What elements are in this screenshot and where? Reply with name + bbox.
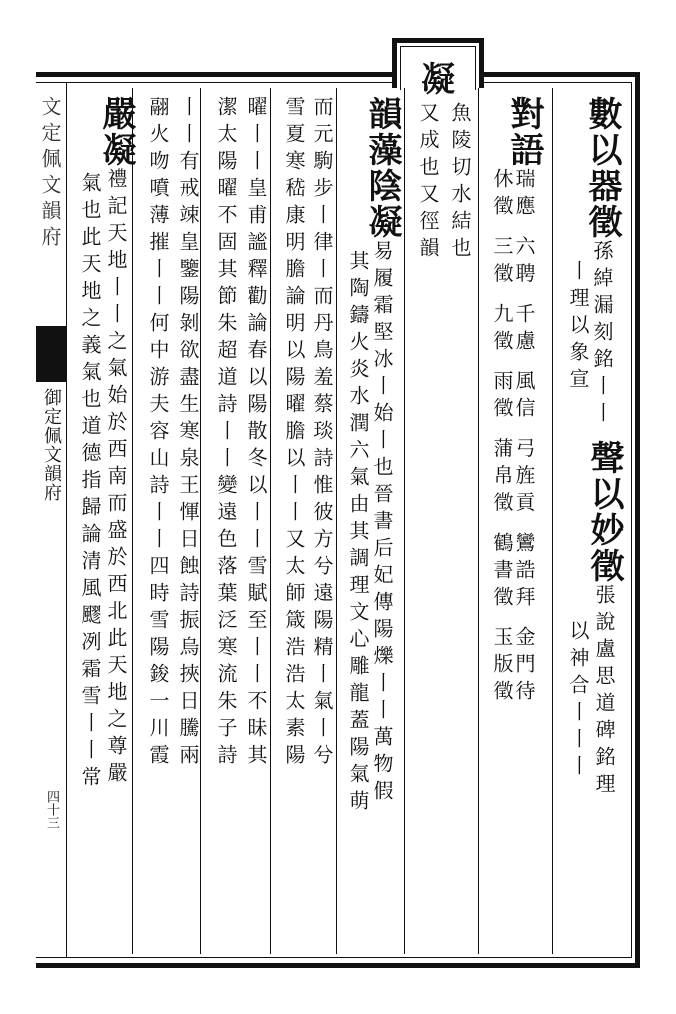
entry-text: 丨理以象宣 — [566, 260, 590, 395]
column-rule — [404, 88, 405, 954]
entry-text: 又成也又徑韻 — [416, 102, 440, 264]
margin-top-text: 文定佩文韻府 — [38, 96, 62, 252]
text-column — [274, 96, 314, 771]
entry-text: 其陶鑄火炎水潤六氣由其調理文心雕龍蓋陽氣萌 — [346, 250, 370, 817]
entry-text: 雪夏寒嵇康明膽論明以陽曜膽以丨丨又太師箴浩浩太素陽 — [282, 96, 306, 771]
text-column — [70, 172, 110, 793]
text-column — [482, 168, 522, 707]
entry-text: 禮記天地丨丨之氣始於西南而盛於西北此天地之尊嚴 — [104, 168, 128, 789]
entry-text: 瑞應 六聘 千慮 風信 弓旌貢 鸞誥拜 金門待 — [512, 168, 536, 708]
entry-text: 翮火吻噴薄摧丨丨何中游夫容山詩丨丨四時雪陽鋑一川霞 — [146, 96, 170, 771]
entry-heading: 聲以妙徵 — [584, 440, 624, 584]
entry-text: 丨丨有戒竦皇鑒陽剝欲盡生寒泉王惲日蝕詩振烏挾日騰兩 — [176, 96, 200, 771]
text-column — [408, 102, 448, 264]
entry-text: 孫綽漏刻銘丨丨 — [590, 240, 614, 429]
book-title: 御定佩文韻府 — [41, 388, 62, 502]
fishtail-mark — [36, 326, 66, 382]
text-column — [138, 96, 178, 771]
text-column — [338, 250, 378, 817]
page-number: 四十三 — [44, 790, 59, 829]
entry-text: 休徵 三徵 九徵 雨徵 蒲帛徵 鶴書徵 玉版徵 — [490, 168, 514, 708]
entry-text: 以神合丨丨丨 — [566, 620, 590, 782]
heading-character: 凝 — [421, 60, 455, 100]
text-column — [206, 96, 246, 771]
entry-text: 魚陵切水結也 — [448, 102, 472, 264]
entry-text: 易履霜堅冰丨始丨也晉書后妃傳陽爍丨丨萬物假 — [370, 240, 394, 807]
entry-text: 潔太陽曜不固其節朱超道詩丨丨變遠色落葉泛寒流朱子詩 — [214, 96, 238, 771]
text-column — [558, 260, 598, 395]
entry-text: 而元駒步丨律丨而丹鳥羞蔡琰詩惟彼方兮遠陽精丨氣丨兮 — [310, 96, 334, 771]
entry-heading: 數以器徵 — [582, 96, 622, 240]
entry-heading: 對語 — [504, 96, 544, 168]
entry-text: 張說盧思道碑銘理 — [592, 584, 616, 800]
text-column — [558, 620, 598, 782]
entry-heading: 嚴凝 — [96, 96, 136, 168]
entry-text: 曜丨丨皇甫謐釋勸論春以陽散冬以丨丨雪賦至丨丨不昧其 — [244, 96, 268, 771]
entry-heading: 韻藻陰凝 — [362, 96, 402, 240]
entry-text: 氣也此天地之義氣也道德指歸論清風飂冽霜雪丨丨常 — [78, 172, 102, 793]
column-rule — [552, 88, 553, 954]
